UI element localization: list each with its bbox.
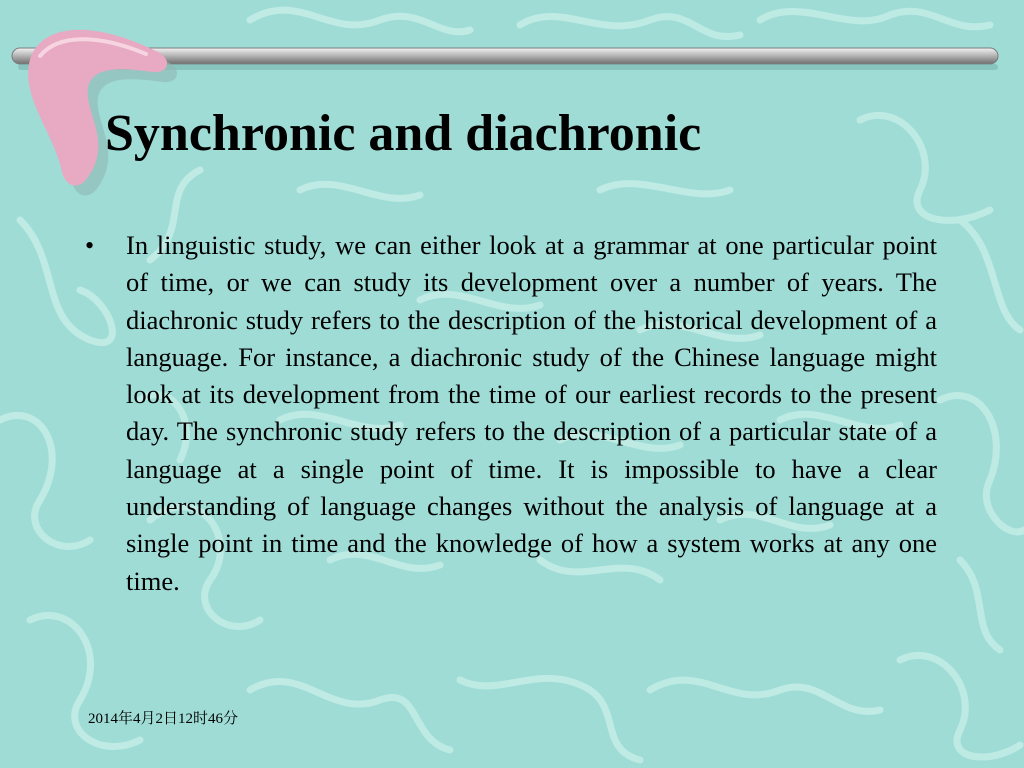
bullet-text: In linguistic study, we can either look at a grammar at one particular point of time, or we can study its development over a number of years. The diachronic study refers to the description of the historical development of a language. For instance, a diachronic study of the Chinese language might look at its development from the time of our earliest records to the present day. The synchronic study refers to the description of a particular state of a language at a single point of time. It is impossible to have a clear understanding of language changes without the analysis of language at a single point in time and the knowledge of how a system works at any one time. — [126, 230, 937, 596]
bullet-item — [85, 227, 937, 600]
bullet-icon: • — [85, 231, 95, 260]
footer-date: 2014年4月2日12时46分 — [88, 711, 239, 727]
bullet-list — [85, 227, 937, 600]
slide-title: Synchronic and diachronic — [105, 105, 702, 162]
